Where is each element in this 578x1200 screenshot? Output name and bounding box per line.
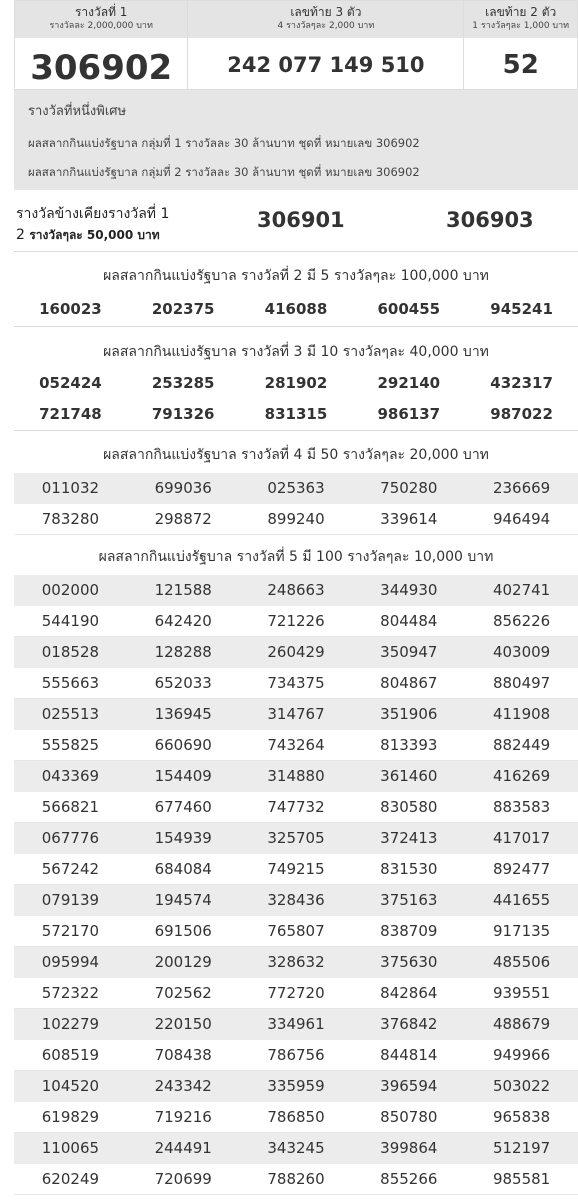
prize-number: 110065	[41, 1139, 100, 1157]
prize4-title: ผลสลากกินแบ่งรัฐบาล รางวัลที่ 4 มี 50 รางวัลๆละ 20,000 บาท	[103, 447, 489, 463]
prize5-row	[14, 823, 578, 854]
prize-number: 544190	[41, 612, 100, 630]
prize5-row	[14, 606, 578, 637]
prize-number: 844814	[380, 1046, 438, 1064]
last3-subtitle: 4 รางวัลๆละ 2,000 บาท	[277, 21, 375, 31]
special-line-1: ผลสลากกินแบ่งรัฐบาล กลุ่มที่ 1 รางวัลละ 30 ล้านบาท ชุดที่ หมายเลข 306902	[28, 136, 420, 150]
prize-number: 555825	[41, 736, 100, 754]
prize-number: 154939	[154, 829, 212, 847]
prize-number: 253285	[151, 374, 215, 392]
prize-number: 200129	[154, 953, 212, 971]
prize-number: 396594	[380, 1077, 438, 1095]
prize3-row	[14, 368, 578, 399]
prize4-row	[14, 473, 578, 504]
last2-title: เลขท้าย 2 ตัว	[485, 5, 557, 19]
prize2-row	[14, 294, 578, 325]
prize5-row	[14, 761, 578, 792]
prize-number: 842864	[380, 984, 438, 1002]
prize5-row	[14, 637, 578, 668]
prize-number: 721226	[267, 612, 325, 630]
prize-number: 813393	[380, 736, 438, 754]
prize-number: 743264	[267, 736, 325, 754]
prize-number: 572170	[41, 922, 100, 940]
prize5-row	[14, 699, 578, 730]
prize-number: 786850	[267, 1108, 325, 1126]
prize-number: 831530	[380, 860, 438, 878]
prize-number: 328436	[267, 891, 325, 909]
prize-number: 899240	[267, 510, 325, 528]
prize-number: 986137	[377, 405, 441, 423]
prize5-row	[14, 668, 578, 699]
prize-number: 503022	[492, 1077, 551, 1095]
prize-number: 642420	[154, 612, 212, 630]
prize-number: 699036	[154, 479, 212, 497]
prize-number: 772720	[267, 984, 325, 1002]
prize-number: 965838	[492, 1108, 551, 1126]
prize-number: 734375	[267, 674, 325, 692]
prize-number: 567242	[41, 860, 100, 878]
prize-number: 025363	[267, 479, 325, 497]
prize-number: 102279	[41, 1015, 100, 1033]
prize-number: 011032	[41, 479, 100, 497]
prize3-title: ผลสลากกินแบ่งรัฐบาล รางวัลที่ 3 มี 10 รางวัลๆละ 40,000 บาท	[103, 344, 489, 360]
prize-number: 892477	[492, 860, 551, 878]
prize-number: 850780	[380, 1108, 438, 1126]
prize-number: 136945	[154, 705, 212, 723]
prize-number: 804484	[380, 612, 438, 630]
prize-number: 608519	[41, 1046, 100, 1064]
prize-number: 856226	[492, 612, 551, 630]
prize-number: 620249	[41, 1170, 100, 1188]
prize-number: 788260	[267, 1170, 325, 1188]
prize-number: 566821	[41, 798, 100, 816]
prize-number: 104520	[41, 1077, 100, 1095]
special-title: รางวัลที่หนึ่งพิเศษ	[28, 104, 127, 119]
prize5-row	[14, 575, 578, 606]
near-number-2: 306903	[446, 208, 534, 232]
prize-number: 328632	[267, 953, 325, 971]
prize-number: 949966	[492, 1046, 551, 1064]
prize-number: 985581	[492, 1170, 551, 1188]
prize-number: 343245	[267, 1139, 325, 1157]
prize-number: 417017	[492, 829, 551, 847]
prize-number: 351906	[380, 705, 438, 723]
prize-number: 052424	[39, 374, 102, 392]
prize-number: 292140	[377, 374, 441, 392]
prize-number: 783280	[41, 510, 100, 528]
prize-number: 260429	[267, 643, 325, 661]
prize-number: 298872	[154, 510, 212, 528]
prize-number: 804867	[380, 674, 438, 692]
prize-number: 043369	[41, 767, 100, 785]
prize-number: 765807	[267, 922, 325, 940]
near-first-prize-block	[14, 196, 578, 252]
last2-subtitle: 1 รางวัลๆละ 1,000 บาท	[472, 21, 570, 31]
prize-number: 572322	[41, 984, 100, 1002]
prize-number: 067776	[41, 829, 100, 847]
prize-number: 202375	[151, 300, 215, 318]
prize5-row	[14, 1009, 578, 1040]
prize-number: 660690	[154, 736, 212, 754]
prize-number: 160023	[39, 300, 102, 318]
near-label-line1: รางวัลข้างเคียงรางวัลที่ 1	[16, 206, 170, 222]
prize-number: 334961	[267, 1015, 325, 1033]
prize5-row	[14, 916, 578, 947]
prize-number: 128288	[154, 643, 212, 661]
prize5-row	[14, 1164, 578, 1195]
prize-number: 350947	[380, 643, 438, 661]
prize-number: 677460	[154, 798, 212, 816]
prize-number: 325705	[267, 829, 325, 847]
prize-number: 485506	[492, 953, 551, 971]
last3-prize-cell	[188, 1, 464, 89]
prize-number: 838709	[380, 922, 438, 940]
prize5-row	[14, 978, 578, 1009]
prize5-row	[14, 792, 578, 823]
prize-number: 786756	[267, 1046, 325, 1064]
last3-numbers: 242 077 149 510	[227, 53, 425, 77]
prize-number: 236669	[492, 479, 551, 497]
prize-number: 376842	[380, 1015, 438, 1033]
prize-number: 220150	[154, 1015, 212, 1033]
prize-number: 488679	[492, 1015, 551, 1033]
prize-number: 684084	[154, 860, 212, 878]
prize-number: 883583	[492, 798, 551, 816]
prize-number: 018528	[41, 643, 100, 661]
prize-number: 339614	[380, 510, 438, 528]
prize-number: 244491	[154, 1139, 212, 1157]
special-line-2: ผลสลากกินแบ่งรัฐบาล กลุ่มที่ 2 รางวัลละ 30 ล้านบาท ชุดที่ หมายเลข 306902	[28, 165, 420, 179]
prize-number: 079139	[41, 891, 100, 909]
prize-number: 749215	[267, 860, 325, 878]
last3-title: เลขท้าย 3 ตัว	[290, 5, 362, 19]
prize-number: 747732	[267, 798, 325, 816]
prize-number: 248663	[267, 581, 325, 599]
prize5-row	[14, 1102, 578, 1133]
prize-number: 281902	[264, 374, 328, 392]
near-amount: รางวัลๆละ 50,000 บาท	[29, 228, 160, 242]
prize-number: 002000	[41, 581, 100, 599]
prize-number: 411908	[492, 705, 551, 723]
prize-number: 441655	[492, 891, 551, 909]
prize-number: 945241	[490, 300, 553, 318]
prize-number: 399864	[380, 1139, 438, 1157]
prize-number: 025513	[41, 705, 100, 723]
prize5-row	[14, 1071, 578, 1102]
prize-number: 335959	[267, 1077, 325, 1095]
prize5-row	[14, 947, 578, 978]
section-divider	[14, 326, 578, 327]
prize-number: 402741	[492, 581, 551, 599]
last2-number: 52	[502, 50, 539, 80]
prize-number: 095994	[41, 953, 100, 971]
prize-number: 600455	[377, 300, 441, 318]
prize-number: 361460	[380, 767, 438, 785]
prize-number: 702562	[154, 984, 212, 1002]
prize-number: 243342	[154, 1077, 212, 1095]
prize-number: 880497	[492, 674, 551, 692]
prize3-row	[14, 399, 578, 430]
prize5-row	[14, 730, 578, 761]
prize-number: 987022	[490, 405, 553, 423]
prize-number: 512197	[492, 1139, 551, 1157]
prize-number: 855266	[380, 1170, 438, 1188]
prize-number: 721748	[39, 405, 102, 423]
prize-number: 939551	[492, 984, 551, 1002]
prize5-row	[14, 1040, 578, 1071]
prize5-row	[14, 854, 578, 885]
prize5-title: ผลสลากกินแบ่งรัฐบาล รางวัลที่ 5 มี 100 รางวัลๆละ 10,000 บาท	[98, 549, 494, 565]
prize-number: 719216	[154, 1108, 212, 1126]
prize-number: 652033	[154, 674, 212, 692]
prize-number: 830580	[380, 798, 438, 816]
prize-number: 375630	[380, 953, 438, 971]
prize-number: 720699	[154, 1170, 212, 1188]
prize-number: 708438	[154, 1046, 212, 1064]
prize-number: 372413	[380, 829, 438, 847]
prize2-title: ผลสลากกินแบ่งรัฐบาล รางวัลที่ 2 มี 5 รางวัลๆละ 100,000 บาท	[103, 268, 489, 284]
prize5-row	[14, 1133, 578, 1164]
first-prize-subtitle: รางวัลละ 2,000,000 บาท	[49, 21, 153, 31]
prize-number: 555663	[41, 674, 100, 692]
prize-number: 375163	[380, 891, 438, 909]
prize-number: 691506	[154, 922, 212, 940]
first-prize-title: รางวัลที่ 1	[74, 5, 128, 19]
prize-number: 619829	[41, 1108, 100, 1126]
near-number-1: 306901	[257, 208, 345, 232]
prize-number: 194574	[154, 891, 212, 909]
prize-number: 314880	[267, 767, 325, 785]
prize4-row	[14, 504, 578, 535]
prize-number: 432317	[490, 374, 553, 392]
prize-number: 403009	[492, 643, 551, 661]
prize-number: 882449	[492, 736, 551, 754]
prize-number: 750280	[380, 479, 438, 497]
prize-number: 314767	[267, 705, 325, 723]
special-first-prize-block	[14, 90, 578, 190]
top-prizes-header	[14, 0, 578, 90]
first-prize-cell	[15, 1, 188, 89]
prize5-row	[14, 885, 578, 916]
prize-number: 121588	[154, 581, 212, 599]
prize-number: 917135	[492, 922, 551, 940]
prize-number: 154409	[154, 767, 212, 785]
prize-number: 344930	[380, 581, 438, 599]
prize-number: 416088	[264, 300, 328, 318]
prize-number: 416269	[492, 767, 551, 785]
first-prize-number: 306902	[30, 48, 173, 88]
prize-number: 791326	[151, 405, 215, 423]
last2-prize-cell	[464, 1, 577, 89]
section-divider	[14, 430, 578, 431]
prize-number: 946494	[492, 510, 551, 528]
prize-number: 831315	[264, 405, 328, 423]
near-label-line2: 2 รางวัลๆละ 50,000 บาท	[16, 227, 160, 243]
